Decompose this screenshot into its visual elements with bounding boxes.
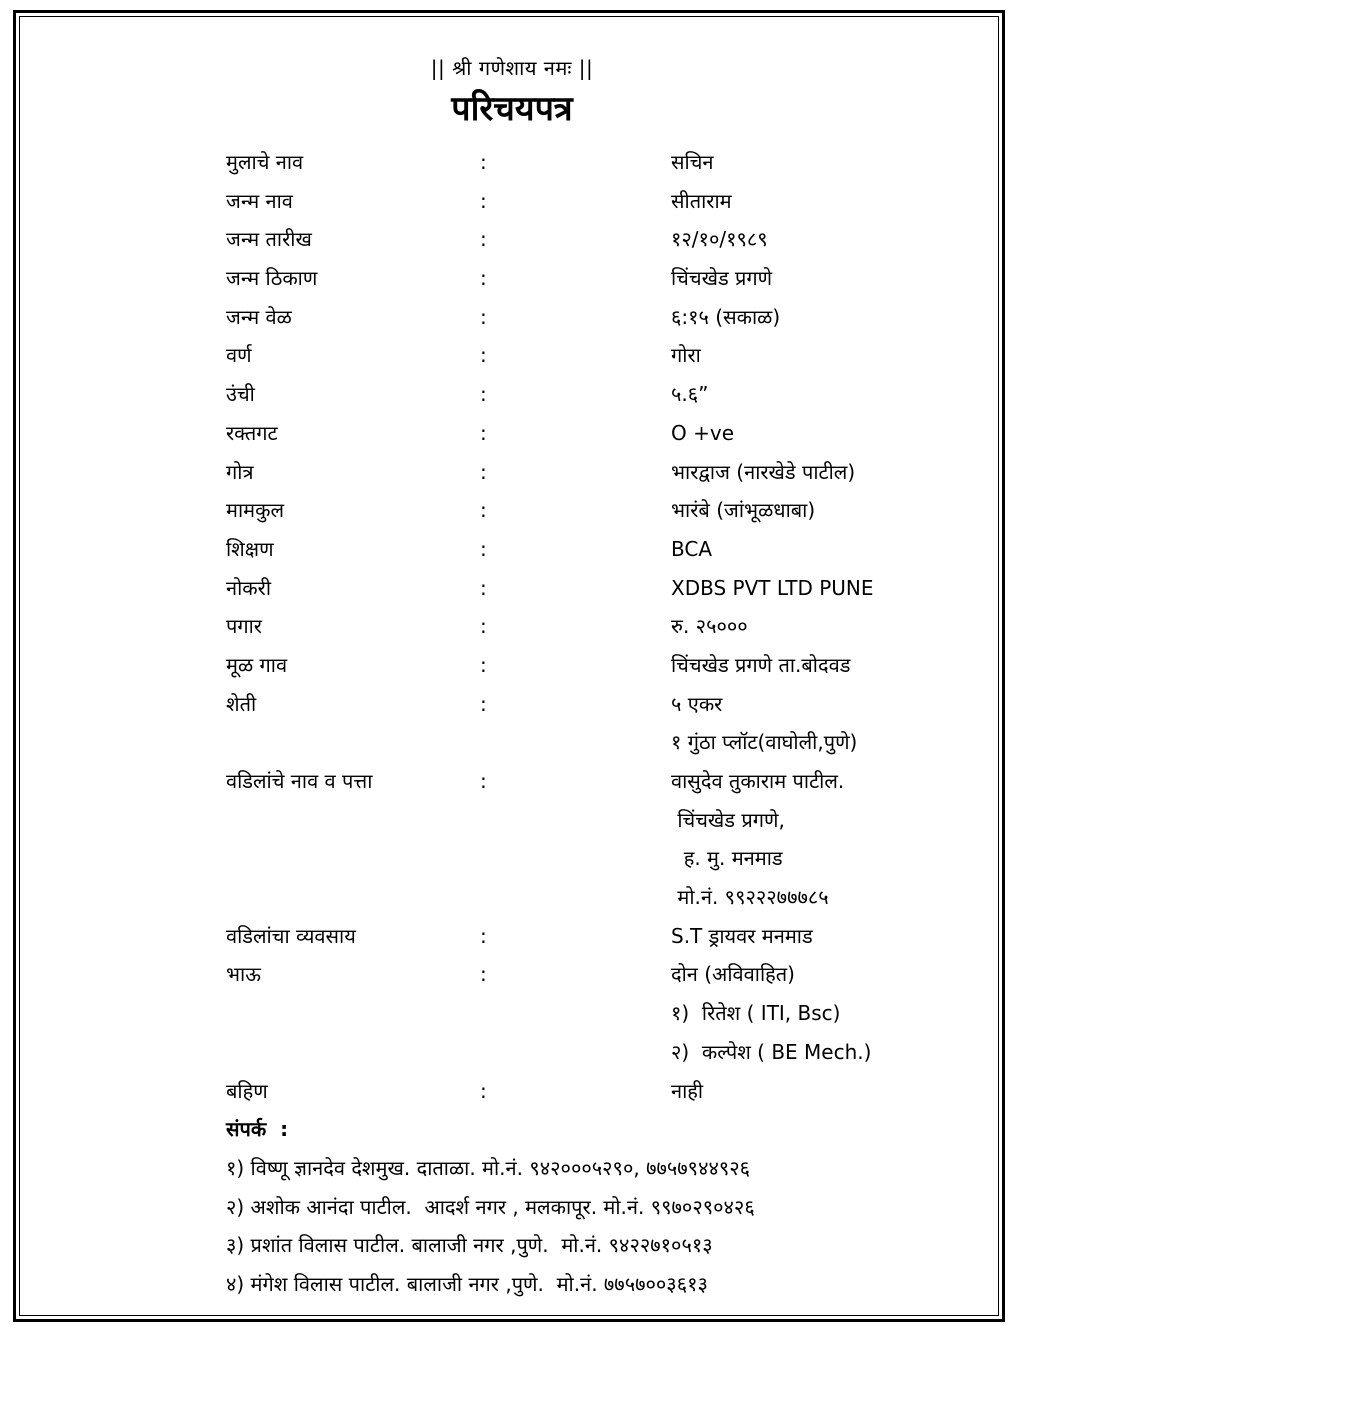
detail-colon: : xyxy=(480,652,487,677)
detail-value: ह. मु. मनमाड xyxy=(671,846,783,871)
detail-row-maternal-family xyxy=(226,491,986,530)
detail-label: शेती xyxy=(226,691,257,716)
detail-value: १ गुंठा प्लॉट(वाघोली,पुणे) xyxy=(671,730,858,755)
detail-value: रु. २५००० xyxy=(671,614,748,639)
detail-colon: : xyxy=(480,691,487,716)
detail-colon: : xyxy=(480,614,487,639)
detail-colon: : xyxy=(480,923,487,948)
detail-row-father-address-village xyxy=(226,801,986,840)
detail-row-job xyxy=(226,569,986,608)
detail-row-father-mobile xyxy=(226,878,986,917)
detail-label: गोत्र xyxy=(226,459,254,484)
detail-label: भाऊ xyxy=(226,962,261,987)
detail-row-blood-group xyxy=(226,414,986,453)
detail-value: भारद्वाज (नारखेडे पाटील) xyxy=(671,459,856,484)
detail-label: मामकुल xyxy=(226,498,285,523)
detail-row-birth-date xyxy=(226,220,986,259)
invocation-line: || श्री गणेशाय नमः || xyxy=(430,56,594,80)
detail-label: रक्तगट xyxy=(226,420,278,445)
detail-row-birth-time xyxy=(226,298,986,337)
detail-value: ५.६” xyxy=(671,382,709,407)
detail-label: नोकरी xyxy=(226,575,271,600)
detail-row-brother-1 xyxy=(226,994,986,1033)
detail-row-brothers xyxy=(226,955,986,994)
detail-row-plot xyxy=(226,723,986,762)
detail-value: सचिन xyxy=(671,150,714,174)
contact-line-text: २) अशोक आनंदा पाटील. आदर्श नगर , मलकापूर. मो.नं. ९९७०२९०४२६ xyxy=(226,1194,755,1219)
detail-label: वडिलांचे नाव व पत्ता xyxy=(226,769,373,793)
detail-row-salary xyxy=(226,607,986,646)
detail-value: १) रितेश ( ITI, Bsc) xyxy=(671,1001,841,1026)
detail-value: ६:१५ (सकाळ) xyxy=(671,304,781,329)
detail-row-father-name xyxy=(226,762,986,801)
detail-row-father-address-current xyxy=(226,839,986,878)
detail-colon: : xyxy=(480,769,487,793)
detail-value: दोन (अविवाहित) xyxy=(671,962,795,987)
detail-label: मुलाचे नाव xyxy=(226,150,304,174)
detail-colon: : xyxy=(480,459,487,484)
detail-colon: : xyxy=(480,227,487,252)
detail-colon: : xyxy=(480,498,487,523)
detail-label: जन्म वेळ xyxy=(226,304,292,329)
contact-line xyxy=(226,1188,986,1227)
detail-row-height xyxy=(226,375,986,414)
detail-colon: : xyxy=(480,150,487,174)
detail-label: जन्म ठिकाण xyxy=(226,266,318,291)
detail-value: XDBS PVT LTD PUNE xyxy=(671,575,874,600)
detail-label: मूळ गाव xyxy=(226,652,288,677)
detail-row-birth-name xyxy=(226,182,986,221)
detail-value: O +ve xyxy=(671,420,734,445)
detail-value: S.T ड्रायवर मनमाड xyxy=(671,923,813,948)
detail-row-education xyxy=(226,530,986,569)
detail-label: वडिलांचा व्यवसाय xyxy=(226,923,356,948)
detail-value: भारंबे (जांभूळधाबा) xyxy=(671,498,816,523)
contact-line-text: ३) प्रशांत विलास पाटील. बालाजी नगर ,पुणे. मो.नं. ९४२२७१०५१३ xyxy=(226,1233,713,1258)
contact-line xyxy=(226,1226,986,1265)
detail-value: १२/१०/१९८९ xyxy=(671,227,768,252)
detail-value: २) कल्पेश ( BE Mech.) xyxy=(671,1039,872,1064)
detail-row-complexion xyxy=(226,336,986,375)
detail-value: वासुदेव तुकाराम पाटील. xyxy=(671,769,845,793)
detail-colon: : xyxy=(480,1078,487,1103)
detail-row-native-village xyxy=(226,646,986,685)
detail-colon: : xyxy=(480,266,487,291)
detail-label: पगार xyxy=(226,614,262,639)
detail-row-farm-land xyxy=(226,685,986,724)
detail-value: चिंचखेड प्रगणे ता.बोदवड xyxy=(671,652,851,677)
detail-row-name xyxy=(226,143,986,182)
detail-colon: : xyxy=(480,575,487,600)
detail-colon: : xyxy=(480,304,487,329)
detail-value: नाही xyxy=(671,1078,704,1103)
detail-value: ५ एकर xyxy=(671,691,723,716)
detail-value: मो.नं. ९९२२२७७७८५ xyxy=(671,885,829,910)
detail-value: चिंचखेड प्रगणे, xyxy=(671,807,785,832)
details-list xyxy=(226,143,986,1304)
detail-row-birth-place xyxy=(226,259,986,298)
detail-value: चिंचखेड प्रगणे xyxy=(671,266,773,291)
detail-colon: : xyxy=(480,962,487,987)
document-title: परिचयपत्र xyxy=(451,89,573,129)
contact-line-text: ४) मंगेश विलास पाटील. बालाजी नगर ,पुणे. मो.नं. ७७५७००३६१३ xyxy=(226,1271,708,1296)
contact-line xyxy=(226,1265,986,1304)
detail-label: बहिण xyxy=(226,1078,268,1103)
detail-value: गोरा xyxy=(671,343,701,368)
detail-label: वर्ण xyxy=(226,343,252,368)
detail-row-brother-2 xyxy=(226,1033,986,1072)
contact-heading: संपर्क : xyxy=(226,1117,289,1142)
detail-label: शिक्षण xyxy=(226,536,274,561)
detail-row-gotra xyxy=(226,453,986,492)
detail-colon: : xyxy=(480,343,487,368)
detail-colon: : xyxy=(480,188,487,213)
detail-colon: : xyxy=(480,536,487,561)
detail-value: सीताराम xyxy=(671,188,732,213)
contact-heading-row xyxy=(226,1110,986,1149)
detail-label: उंची xyxy=(226,382,255,407)
detail-colon: : xyxy=(480,420,487,445)
detail-row-sisters xyxy=(226,1072,986,1111)
detail-colon: : xyxy=(480,382,487,407)
contact-line-text: १) विष्णू ज्ञानदेव देशमुख. दाताळा. मो.नं. ९४२०००५२९०, ७७५७९४४९२६ xyxy=(226,1155,751,1180)
detail-row-father-occupation xyxy=(226,917,986,956)
detail-value: BCA xyxy=(671,536,713,561)
detail-label: जन्म तारीख xyxy=(226,227,312,252)
detail-label: जन्म नाव xyxy=(226,188,293,213)
contact-line xyxy=(226,1149,986,1188)
